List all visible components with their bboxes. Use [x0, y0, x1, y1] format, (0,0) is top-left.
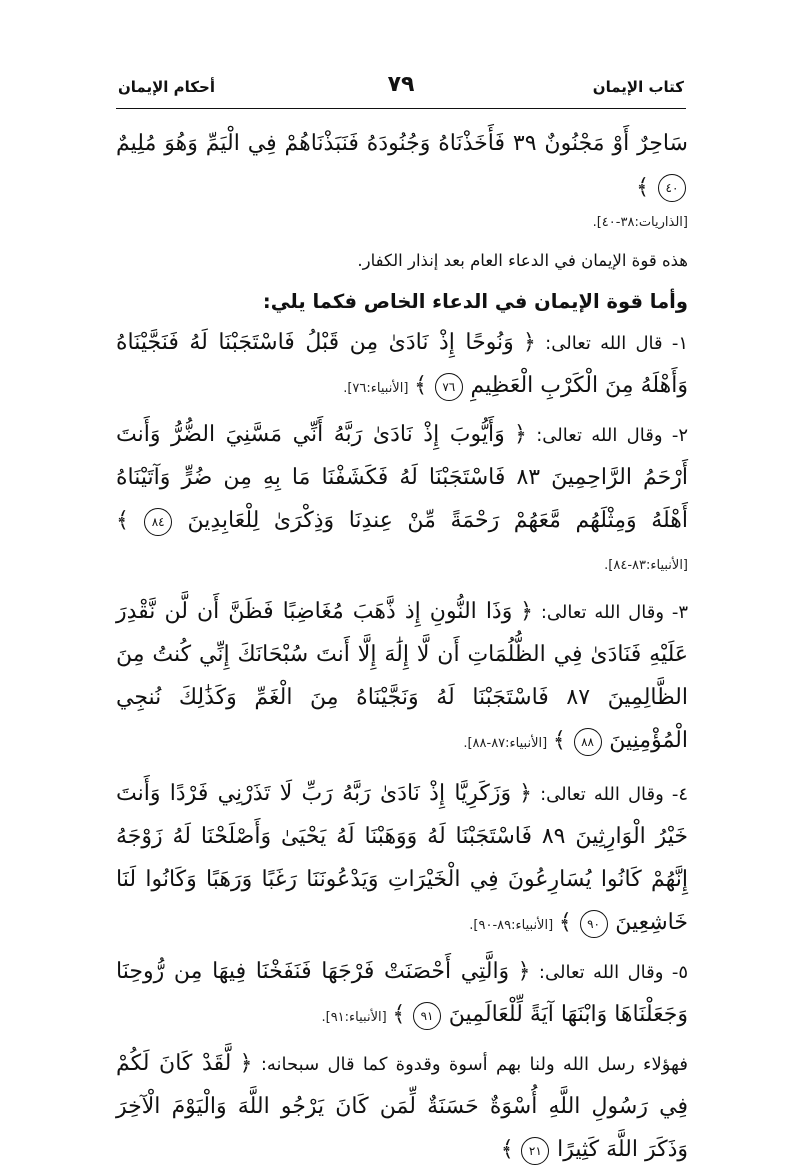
close-bracket-glyph: ﴾: [558, 910, 572, 935]
verse-block-dhariyat: [116, 122, 688, 210]
verse-reference: [الأنبياء:٨٣-٨٤].: [604, 558, 688, 573]
verse-text: وَنُوحًا إِذْ نَادَىٰ مِن قَبْلُ فَاسْتَجَبْنَا لَهُ فَنَجَّيْنَاهُ وَأَهْلَهُ مِنَ الْكَرْبِ الْعَظِيمِ: [116, 330, 688, 398]
verse-reference: [الأنبياء:٨٩-٩٠].: [469, 918, 554, 933]
header-rule: [116, 108, 686, 109]
close-bracket-glyph: ﴾: [552, 728, 566, 753]
open-bracket-glyph: ﴿: [520, 599, 534, 624]
list-item-2: [116, 414, 688, 587]
verse-number-marker: ٢١: [521, 1137, 549, 1165]
close-bracket-glyph: ﴾: [636, 175, 649, 200]
verse-reference: [الأنبياء:٨٧-٨٨].: [463, 736, 548, 751]
verse-reference: [الذاريات:٣٨-٤٠].: [592, 215, 688, 230]
verse-text: وَذَا النُّونِ إِذ ذَّهَبَ مُغَاضِبًا فَظَنَّ أَن لَّن نَّقْدِرَ عَلَيْهِ فَنَادَىٰ فِي الظُّلُمَاتِ أَن لَّا إِلَٰهَ إِلَّا أَنتَ سُبْحَانَكَ إِنِّي كُنتُ مِنَ الظَّالِمِينَ ٨٧ فَاسْتَجَبْنَا لَهُ وَنَجَّيْنَاهُ مِنَ الْغَمِّ وَكَذَٰلِكَ نُنجِي الْمُؤْمِنِينَ: [116, 599, 688, 753]
verse-number-marker: ٨٤: [144, 508, 172, 536]
verse-text: سَاحِرٌ أَوْ مَجْنُونٌ ٣٩ فَأَخَذْنَاهُ وَجُنُودَهُ فَنَبَذْنَاهُمْ فِي الْيَمِّ وَهُوَ مُلِيمٌ: [116, 131, 688, 156]
verse-reference: [الأنبياء:٩١].: [321, 1010, 387, 1025]
list-item-5: [116, 951, 688, 1039]
verse-reference: [الأنبياء:٧٦].: [343, 381, 409, 396]
page-number: ٧٩: [387, 72, 415, 97]
verse-text: وَالَّتِي أَحْصَنَتْ فَرْجَهَا فَنَفَخْنَا فِيهَا مِن رُّوحِنَا وَجَعَلْنَاهَا وَابْنَهَا آيَةً لِّلْعَالَمِينَ: [116, 959, 688, 1027]
item-intro: ٣- وقال الله تعالى:: [540, 602, 688, 623]
verse-number-marker: ٨٨: [574, 728, 602, 756]
verse-number-marker: ٤٠: [658, 174, 686, 202]
verse-text: وَأَيُّوبَ إِذْ نَادَىٰ رَبَّهُ أَنِّي مَسَّنِيَ الضُّرُّ وَأَنتَ أَرْحَمُ الرَّاحِمِينَ ٨٣ فَاسْتَجَبْنَا لَهُ فَكَشَفْنَا مَا بِهِ مِن ضُرٍّ وَآتَيْنَاهُ أَهْلَهُ وَمِثْلَهُم مَّعَهُمْ رَحْمَةً مِّنْ عِندِنَا وَذِكْرَىٰ لِلْعَابِدِينَ: [116, 422, 688, 533]
running-header-book-title: كتاب الإيمان: [592, 78, 684, 96]
verse-number-marker: ٩١: [413, 1002, 441, 1030]
close-bracket-glyph: ﴾: [116, 508, 129, 533]
section-heading: وأما قوة الإيمان في الدعاء الخاص فكما يلي:: [262, 290, 688, 313]
open-bracket-glyph: ﴿: [523, 330, 536, 355]
list-item-4: [116, 773, 688, 947]
verse-text: لَّقَدْ كَانَ لَكُمْ فِي رَسُولِ اللَّهِ أُسْوَةٌ حَسَنَةٌ لِّمَن كَانَ يَرْجُو اللَّهَ وَالْيَوْمَ الْآخِرَ وَذَكَرَ اللَّهَ كَثِيرًا: [116, 1051, 688, 1162]
open-bracket-glyph: ﴿: [239, 1051, 253, 1076]
closing-paragraph: [116, 1043, 688, 1172]
verse-number-marker: ٧٦: [435, 373, 463, 401]
close-bracket-glyph: ﴾: [392, 1002, 406, 1027]
list-item-3: [116, 591, 688, 765]
close-bracket-glyph: ﴾: [414, 373, 428, 398]
item-intro: ٢- وقال الله تعالى:: [536, 425, 688, 446]
verse-text: وَزَكَرِيَّا إِذْ نَادَىٰ رَبَّهُ رَبِّ لَا تَذَرْنِي فَرْدًا وَأَنتَ خَيْرُ الْوَارِثِينَ ٨٩ فَاسْتَجَبْنَا لَهُ وَوَهَبْنَا لَهُ يَحْيَىٰ وَأَصْلَحْنَا لَهُ زَوْجَهُ إِنَّهُمْ كَانُوا يُسَارِعُونَ فِي الْخَيْرَاتِ وَيَدْعُونَنَا رَغَبًا وَرَهَبًا وَكَانُوا لَنَا خَاشِعِينَ: [116, 781, 688, 935]
item-intro: ٥- وقال الله تعالى:: [538, 962, 688, 983]
open-bracket-glyph: ﴿: [514, 422, 527, 447]
item-intro: ٤- وقال الله تعالى:: [540, 784, 689, 805]
open-bracket-glyph: ﴿: [519, 781, 533, 806]
verse-number-marker: ٩٠: [580, 910, 608, 938]
paragraph-general-supplication: هذه قوة الإيمان في الدعاء العام بعد إنذار الكفار.: [357, 251, 688, 270]
close-bracket-glyph: ﴾: [500, 1137, 514, 1162]
page-body: [116, 118, 688, 1172]
open-bracket-glyph: ﴿: [517, 959, 531, 984]
closing-intro: فهؤلاء رسل الله ولنا بهم أسوة وقدوة كما قال سبحانه:: [260, 1054, 688, 1075]
item-intro: ١- قال الله تعالى:: [545, 333, 688, 354]
running-header-chapter-title: أحكام الإيمان: [118, 78, 215, 96]
list-item-1: [116, 322, 688, 410]
